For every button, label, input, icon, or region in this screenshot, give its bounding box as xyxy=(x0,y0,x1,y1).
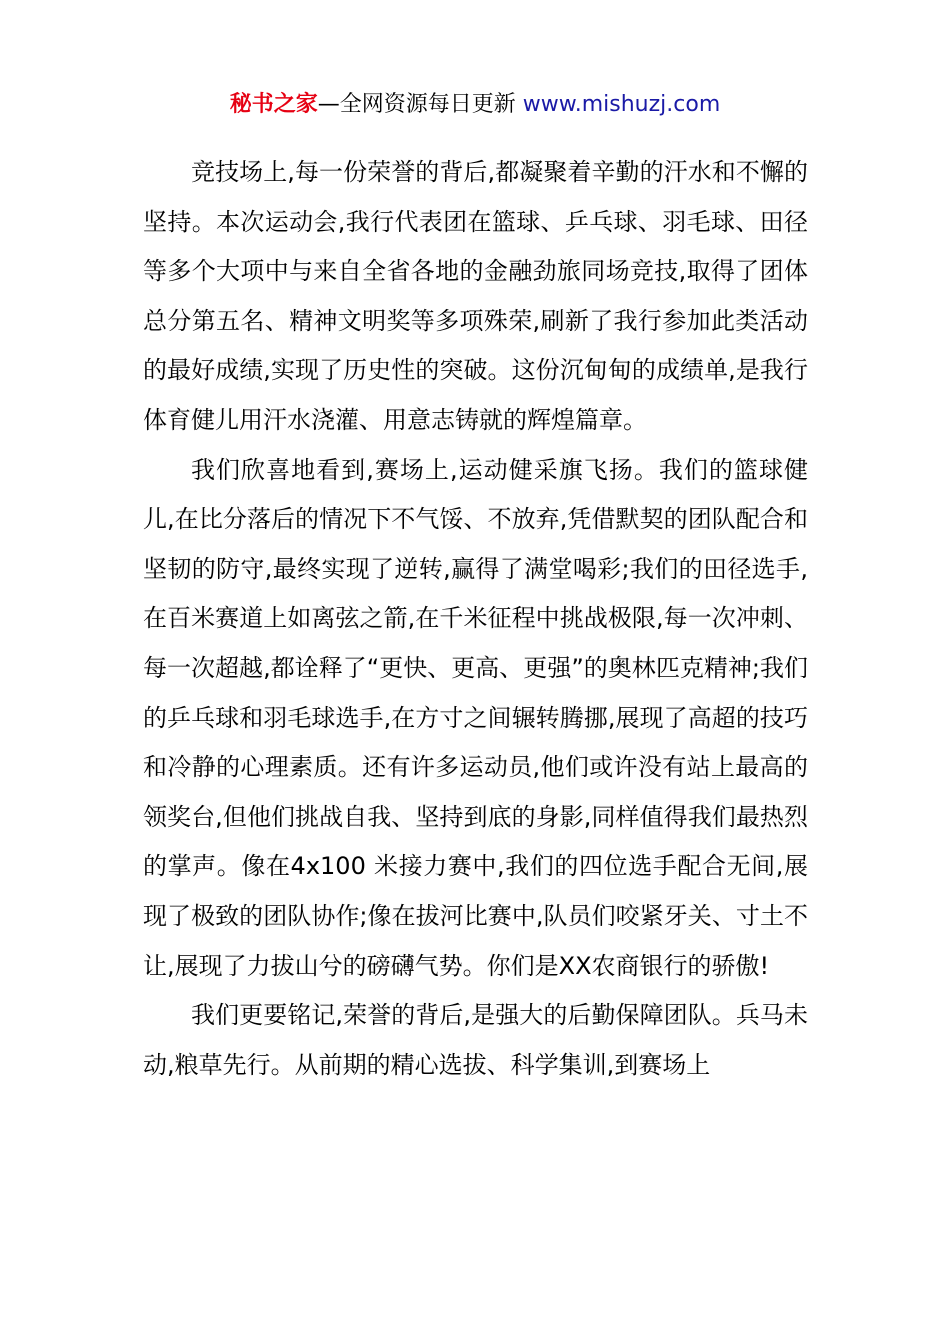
header-url-link[interactable]: www.mishuzj.com xyxy=(522,92,721,117)
document-body xyxy=(143,148,808,1090)
paragraph-3: 我们更要铭记,荣誉的背后,是强大的后勤保障团队。兵马未动,粮草先行。从前期的精心选拔、科学集训,到赛场上 xyxy=(143,1001,808,1079)
paragraph-2: 我们欣喜地看到,赛场上,运动健采旗飞扬。我们的篮球健儿,在比分落后的情况下不气馁、不放弃,凭借默契的团队配合和坚韧的防守,最终实现了逆转,赢得了满堂喝彩;我们的田径选手,在百米赛道上如离弦之箭,在千米征程中挑战极限,每一次冲刺、每一次超越,都诠释了“更快、更高、更强”的奥林匹克精神;我们的乒乓球和羽毛球选手,在方寸之间辗转腾挪,展现了高超的技巧和冷静的心理素质。还有许多运动员,他们或许没有站上最高的领奖台,但他们挑战自我、坚持到底的身影,同样值得我们最热烈的掌声。像在4x100 米接力赛中,我们的四位选手配合无间,展现了极致的团队协作;像在拔河比赛中,队员们咬紧牙关、寸土不让,展现了力拔山兮的磅礴气势。你们是XX农商银行的骄傲! xyxy=(143,455,808,980)
paragraph-1: 竞技场上,每一份荣誉的背后,都凝聚着辛勤的汗水和不懈的坚持。本次运动会,我行代表团在篮球、乒乓球、羽毛球、田径等多个大项中与来自全省各地的金融劲旅同场竞技,取得了团体总分第五名、精神文明奖等多项殊荣,刷新了我行参加此类活动的最好成绩,实现了历史性的突破。这份沉甸甸的成绩单,是我行体育健儿用汗水浇灌、用意志铸就的辉煌篇章。 xyxy=(143,158,808,434)
page-header xyxy=(0,88,950,122)
header-tagline: —全网资源每日更新 xyxy=(317,92,523,117)
header-brand: 秘书之家 xyxy=(229,92,318,117)
